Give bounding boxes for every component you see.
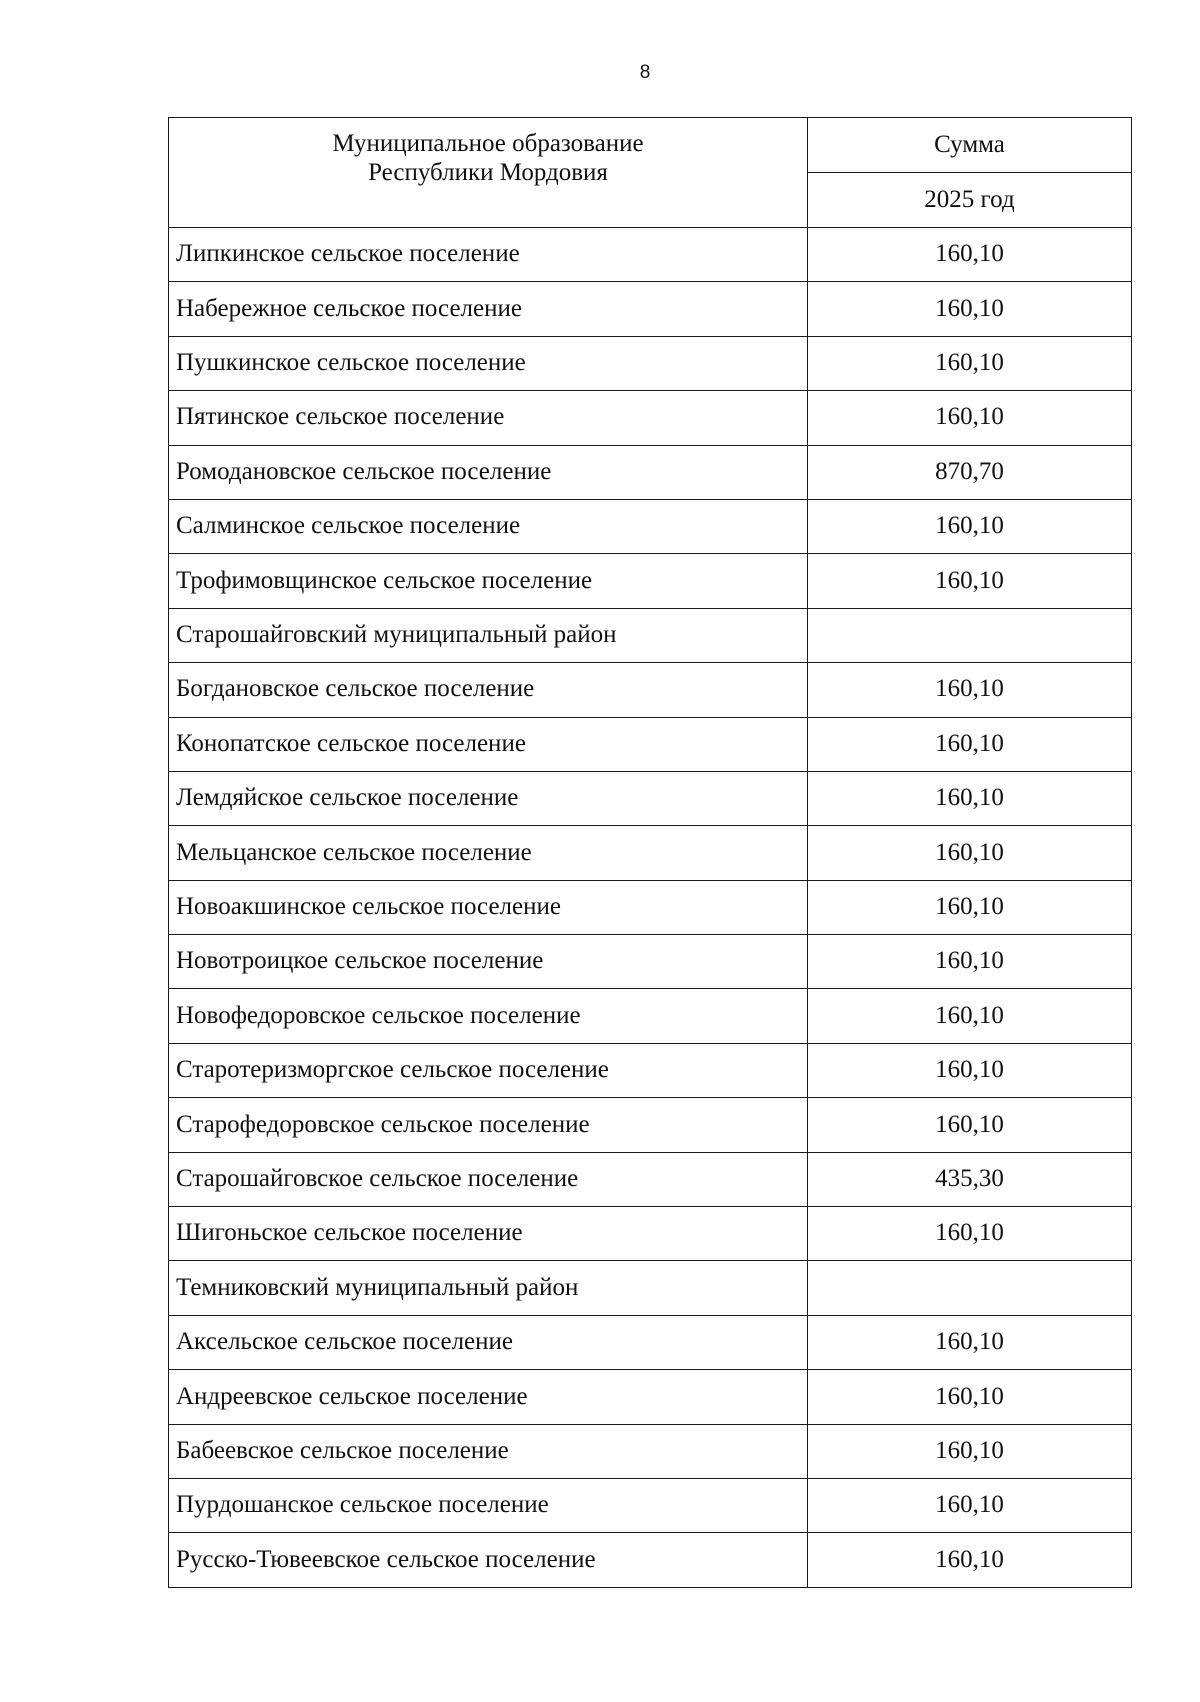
amount-cell: 870,70 (808, 445, 1132, 499)
table-row (169, 499, 1132, 553)
amount-cell: 160,10 (808, 826, 1132, 880)
table-row (169, 989, 1132, 1043)
table-row (169, 1207, 1132, 1261)
municipality-name-cell: Шигоньское сельское поселение (169, 1207, 808, 1261)
amount-cell: 160,10 (808, 663, 1132, 717)
municipality-name-cell: Темниковский муниципальный район (169, 1261, 808, 1315)
municipality-name-cell: Набережное сельское поселение (169, 282, 808, 336)
municipality-name-cell: Старофедоровское сельское поселение (169, 1098, 808, 1152)
municipality-name-cell: Новотроицкое сельское поселение (169, 935, 808, 989)
amount-cell: 160,10 (808, 1043, 1132, 1097)
municipality-name-cell: Старошайговский муниципальный район (169, 608, 808, 662)
municipality-name-cell: Мельцанское сельское поселение (169, 826, 808, 880)
municipality-name-cell: Старошайговское сельское поселение (169, 1152, 808, 1206)
table-row (169, 554, 1132, 608)
table-row (169, 1315, 1132, 1369)
table-row (169, 826, 1132, 880)
amount-cell: 160,10 (808, 1207, 1132, 1261)
municipality-name-cell: Пятинское сельское поселение (169, 391, 808, 445)
table-row (169, 228, 1132, 282)
table-body (169, 228, 1132, 1588)
amount-cell: 160,10 (808, 499, 1132, 553)
municipality-name-cell: Лемдяйское сельское поселение (169, 771, 808, 825)
table-row (169, 1152, 1132, 1206)
amount-cell: 435,30 (808, 1152, 1132, 1206)
municipality-name-cell: Новофедоровское сельское поселение (169, 989, 808, 1043)
table-row (169, 336, 1132, 390)
amount-cell: 160,10 (808, 1098, 1132, 1152)
table-row (169, 1424, 1132, 1478)
amount-cell: 160,10 (808, 1478, 1132, 1532)
amount-cell: 160,10 (808, 717, 1132, 771)
municipality-name-cell: Конопатское сельское поселение (169, 717, 808, 771)
table-row (169, 1533, 1132, 1587)
table-row (169, 880, 1132, 934)
amount-cell: 160,10 (808, 880, 1132, 934)
table-row (169, 1043, 1132, 1097)
table-row (169, 717, 1132, 771)
amount-cell (808, 1261, 1132, 1315)
amount-cell: 160,10 (808, 1533, 1132, 1587)
amount-cell: 160,10 (808, 554, 1132, 608)
amount-cell: 160,10 (808, 282, 1132, 336)
amount-cell: 160,10 (808, 391, 1132, 445)
municipality-name-cell: Новоакшинское сельское поселение (169, 880, 808, 934)
amount-cell: 160,10 (808, 1424, 1132, 1478)
municipality-name-cell: Бабеевское сельское поселение (169, 1424, 808, 1478)
header-year: 2025 год (808, 173, 1132, 228)
table-header (169, 118, 1132, 228)
page-number: 8 (639, 62, 651, 83)
table-row (169, 391, 1132, 445)
municipality-name-cell: Липкинское сельское поселение (169, 228, 808, 282)
municipality-name-cell: Пурдошанское сельское поселение (169, 1478, 808, 1532)
table-row (169, 771, 1132, 825)
header-municipality (169, 118, 808, 228)
municipality-name-cell: Салминское сельское поселение (169, 499, 808, 553)
table-row (169, 282, 1132, 336)
amount-cell: 160,10 (808, 1315, 1132, 1369)
amount-cell: 160,10 (808, 1370, 1132, 1424)
municipality-name-cell: Старотеризморгское сельское поселение (169, 1043, 808, 1097)
amount-cell (808, 608, 1132, 662)
municipality-name-cell: Трофимовщинское сельское поселение (169, 554, 808, 608)
amount-cell: 160,10 (808, 336, 1132, 390)
municipality-name-cell: Богдановское сельское поселение (169, 663, 808, 717)
header-municipality-line2: Республики Мордовия (368, 158, 608, 186)
header-municipality-line1: Муниципальное образование (332, 130, 644, 157)
allocation-table (168, 117, 1132, 1588)
table-row (169, 1370, 1132, 1424)
municipality-name-cell: Аксельское сельское поселение (169, 1315, 808, 1369)
municipality-name-cell: Русско-Тювеевское сельское поселение (169, 1533, 808, 1587)
table-row (169, 608, 1132, 662)
table-row (169, 1261, 1132, 1315)
table-row (169, 1098, 1132, 1152)
amount-cell: 160,10 (808, 989, 1132, 1043)
amount-cell: 160,10 (808, 935, 1132, 989)
municipality-name-cell: Андреевское сельское поселение (169, 1370, 808, 1424)
table-row (169, 1478, 1132, 1532)
table-row (169, 445, 1132, 499)
amount-cell: 160,10 (808, 771, 1132, 825)
municipality-name-cell: Ромодановское сельское поселение (169, 445, 808, 499)
table-row (169, 663, 1132, 717)
table-row (169, 935, 1132, 989)
header-sum: Сумма (808, 118, 1132, 173)
amount-cell: 160,10 (808, 228, 1132, 282)
municipality-name-cell: Пушкинское сельское поселение (169, 336, 808, 390)
